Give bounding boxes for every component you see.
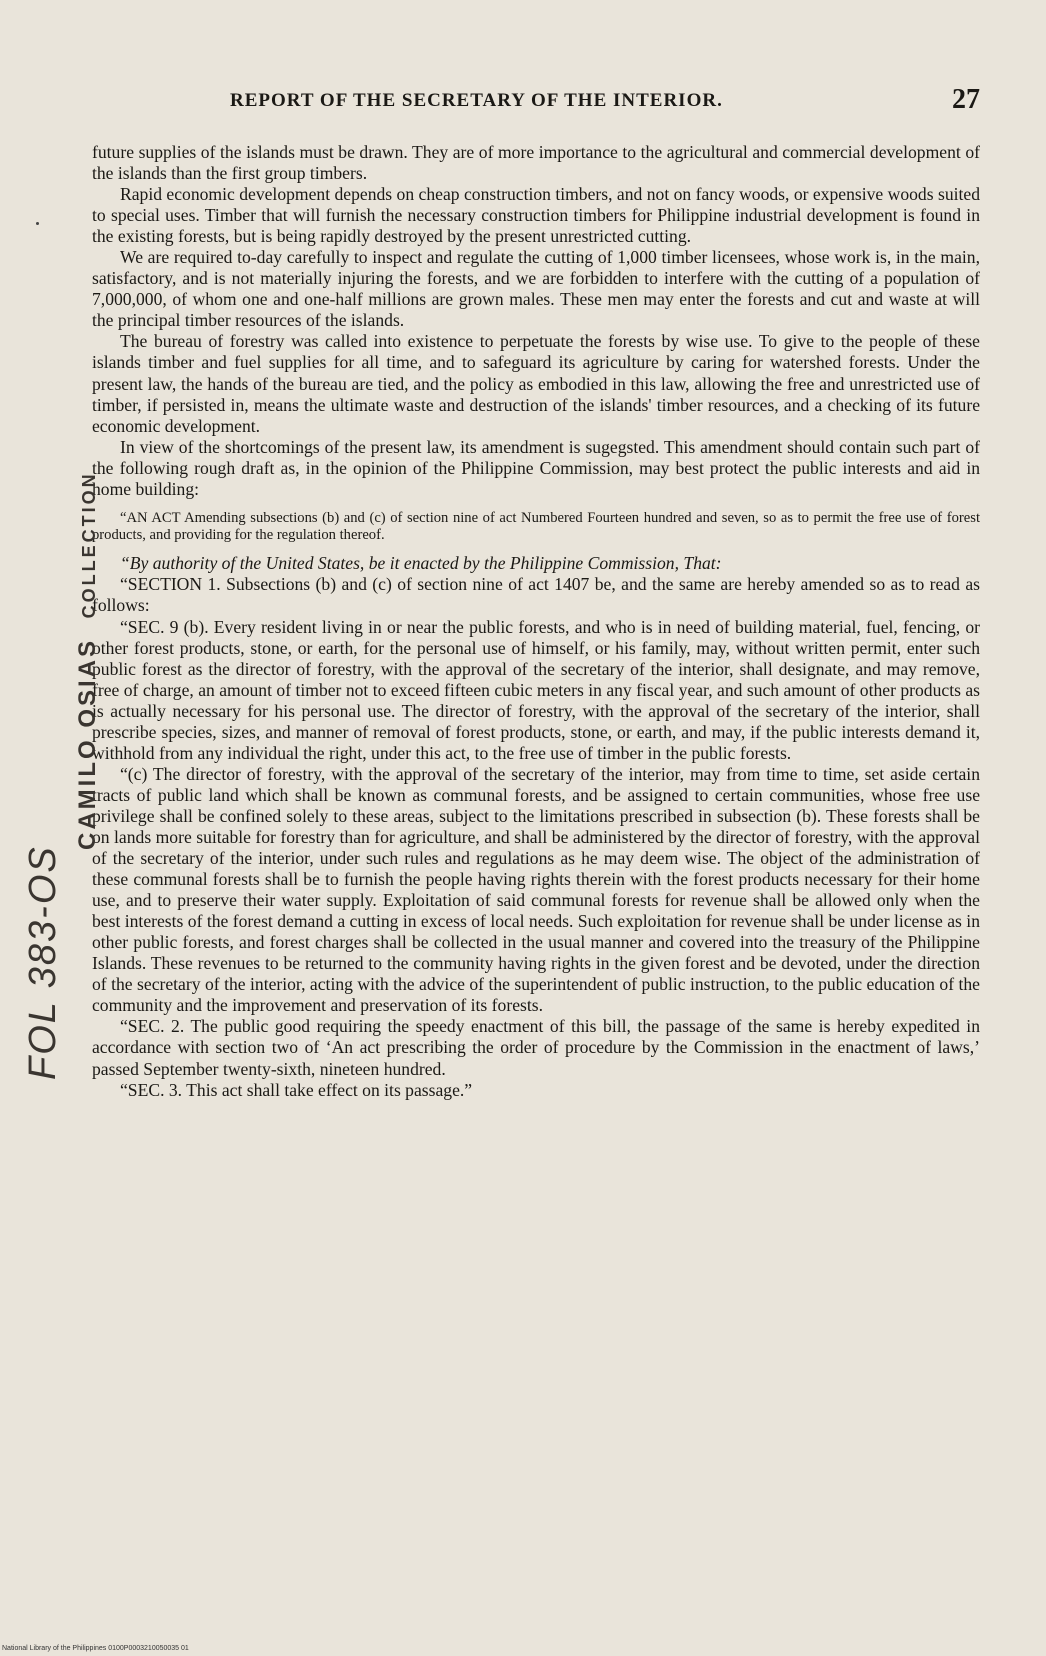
- section-paragraph: “(c) The director of forestry, with the approval of the secretary of the interior, may from time to time, set aside certain tracts of public land which shall be known as communal forests, and be assigned to certain communities, whose free use privilege shall be confined solely to these areas, subject to the limitations prescribed in subsection (b). These forests shall be on lands more suitable for forestry than for agriculture, and shall be administered by the director of forestry, with the approval of the secretary of the interior, under such rules and regulations as he may deem wise. The object of the administration of these communal forests shall be to furnish the people having rights therein with the forest products necessary for their home use, and to preserve their water supply. Exploitation of said communal forests for revenue shall be allowed only when the best interests of the forest demand a cutting in excess of local needs. Such exploitation for revenue shall be under license as in other public forests, and forest charges shall be collected in the usual manner and covered into the treasury of the Philippine Islands. These revenues to be returned to the community having rights in the given forest and be devoted, under the direction of the secretary of the interior, acting with the advice of the superintendent of public instruction, to the public education of the community and the improvement and preservation of its forests.: [92, 763, 980, 1016]
- margin-mark: [36, 222, 39, 225]
- section-paragraph: “SECTION 1. Subsections (b) and (c) of section nine of act 1407 be, and the same are hereby amended so as to read as follows:: [92, 574, 980, 616]
- collection-stamp-name: CAMILO OSIAS: [74, 637, 101, 850]
- page-header: [92, 84, 980, 120]
- paragraph: Rapid economic development depends on cheap construction timbers, and not on fancy woods, or expensive woods suited to special uses. Timber that will furnish the necessary construction timbers for Philippine industrial development is found in the existing forests, but is being rapidly destroyed by the present unrestricted cutting.: [92, 184, 980, 247]
- paragraph: future supplies of the islands must be drawn. They are of more importance to the agricultural and commercial development of the islands than the first group timbers.: [92, 142, 980, 184]
- collection-stamp: [74, 471, 102, 850]
- footer-note: National Library of the Philippines 0100P0003210050035 01: [2, 1645, 189, 1652]
- handwritten-catalog-number: FOL 383-OS: [22, 845, 64, 1080]
- running-head: REPORT OF THE SECRETARY OF THE INTERIOR.: [230, 90, 723, 111]
- paragraph: The bureau of forestry was called into existence to perpetuate the forests by wise use. To give to the people of these islands timber and fuel supplies for all time, and to safeguard its agriculture by caring for watershed forests. Under the present law, the hands of the bureau are tied, and the policy as embodied in this law, allowing the free and unrestricted use of timber, if persisted in, means the ultimate waste and destruction of the islands' timber resources, and a checking of its future economic development.: [92, 331, 980, 436]
- paragraph: We are required to-day carefully to inspect and regulate the cutting of 1,000 timber licensees, whose work is, in the main, satisfactory, and is not materially injuring the forests, and we are forbidden to interfere with the cutting of a population of 7,000,000, of whom one and one-half millions are grown males. These men may enter the forests and cut and waste at will the principal timber resources of the islands.: [92, 247, 980, 331]
- page-number: 27: [952, 84, 980, 115]
- collection-stamp-sub: COLLECTION: [79, 471, 99, 619]
- act-title: “AN ACT Amending subsections (b) and (c) of section nine of act Numbered Fourteen hundred and seven, so as to permit the free use of forest products, and providing for the regulation thereof.: [92, 509, 980, 543]
- paragraph: In view of the shortcomings of the present law, its amendment is sugegsted. This amendment should contain such part of the following rough draft as, in the opinion of the Philippine Commission, may best protect the public interests and aid in home building:: [92, 436, 980, 499]
- section-paragraph: “SEC. 3. This act shall take effect on its passage.”: [120, 1079, 473, 1100]
- enacting-clause: “By authority of the United States, be it enacted by the Philippine Commission, That:: [120, 553, 722, 574]
- body-text: [92, 142, 980, 1101]
- section-paragraph: “SEC. 2. The public good requiring the speedy enactment of this bill, the passage of the same is hereby expedited in accordance with section two of ‘An act prescribing the order of procedure by the Commission in the enactment of laws,’ passed September twenty-sixth, nineteen hundred.: [92, 1016, 980, 1079]
- section-paragraph: “SEC. 9 (b). Every resident living in or near the public forests, and who is in need of building material, fuel, fencing, or other forest products, stone, or earth, for the personal use of himself, or his family, may, without written permit, enter such public forest as the director of forestry, with the approval of the secretary of the interior, shall designate, and may remove, free of charge, an amount of timber not to exceed fifteen cubic meters in any fiscal year, and such amount of other products as is actually necessary for his personal use. The director of forestry, with the approval of the secretary of the interior, shall prescribe species, sizes, and manner of removal of forest products, stone, or earth, and may, if the public interests demand it, withhold from any individual the right, under this act, to the free use of timber in the public forests.: [92, 616, 980, 763]
